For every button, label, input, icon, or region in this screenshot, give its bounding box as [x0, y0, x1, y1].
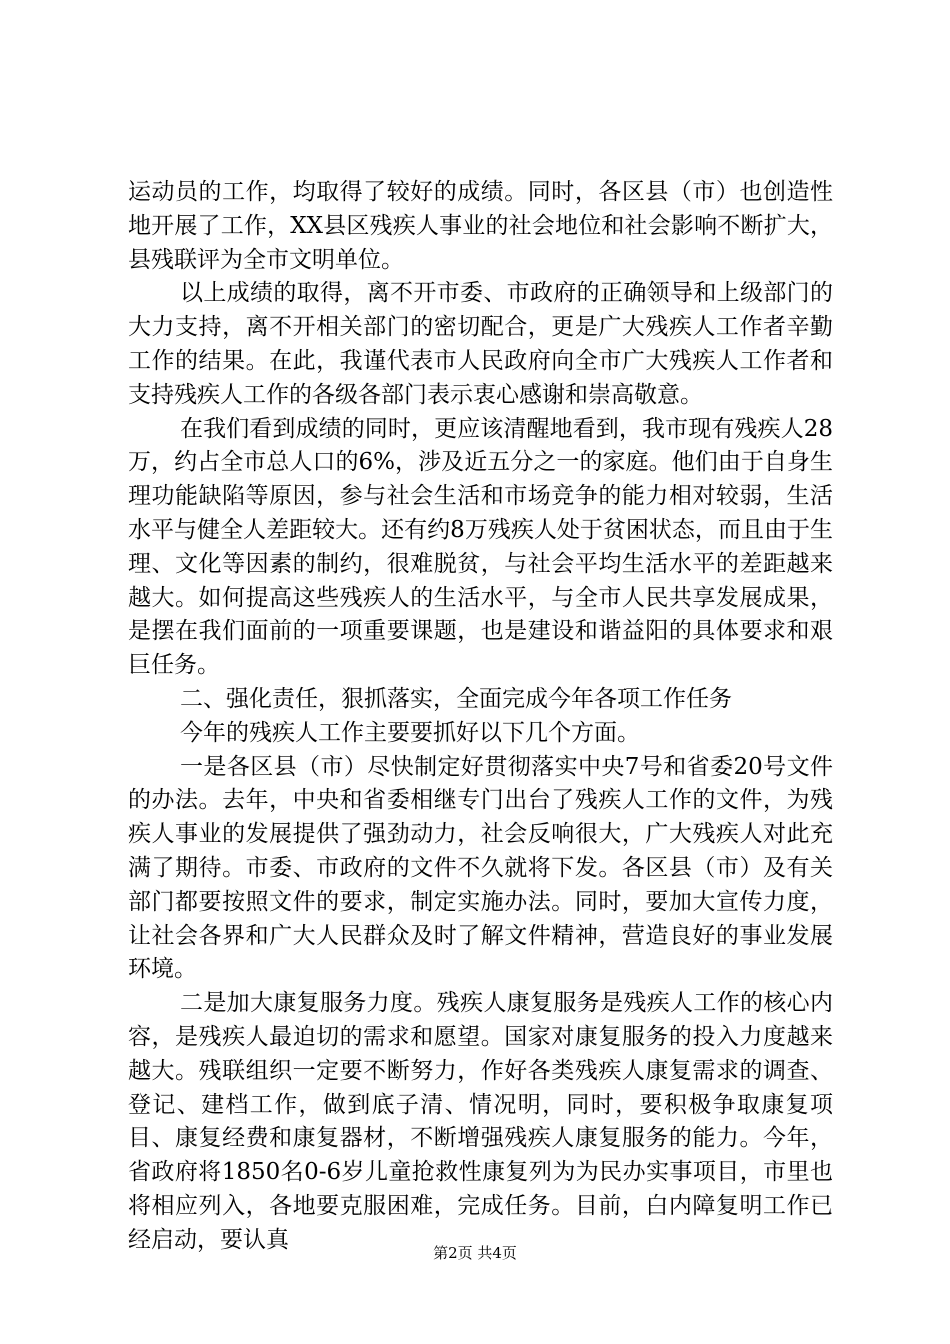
paragraph-1: 运动员的工作，均取得了较好的成绩。同时，各区县（市）也创造性地开展了工作，XX县区残疾人事业的社会地位和社会影响不断扩大，县残联评为全市文明单位。: [128, 179, 833, 273]
page-footer: 第2页 共4页: [433, 1244, 517, 1262]
paragraph-6: 一是各区县（市）尽快制定好贯彻落实中央7号和省委20号文件的办法。去年，中央和省委相继专门出台了残疾人工作的文件，为残疾人事业的发展提供了强劲动力，社会反响很大，广大残疾人对此充满了期待。市委、市政府的文件不久就将下发。各区县（市）及有关部门都要按照文件的要求，制定实施办法。同时，要加大宣传力度，让社会各界和广大人民群众及时了解文件精神，营造良好的事业发展环境。: [128, 753, 833, 983]
paragraph-5: 今年的残疾人工作主要要抓好以下几个方面。: [180, 719, 640, 746]
paragraph-3: 在我们看到成绩的同时，更应该清醒地看到，我市现有残疾人28万，约占全市总人口的6%，涉及近五分之一的家庭。他们由于自身生理功能缺陷等原因，参与社会生活和市场竞争的能力相对较弱，生活水平与健全人差距较大。还有约8万残疾人处于贫困状态，而且由于生理、文化等因素的制约，很难脱贫，与社会平均生活水平的差距越来越大。如何提高这些残疾人的生活水平，与全市人民共享发展成果，是摆在我们面前的一项重要课题，也是建设和谐益阳的具体要求和艰巨任务。: [128, 415, 833, 679]
paragraph-7: 二是加大康复服务力度。残疾人康复服务是残疾人工作的核心内容，是残疾人最迫切的需求和愿望。国家对康复服务的投入力度越来越大。残联组织一定要不断努力，作好各类残疾人康复需求的调查、登记、建档工作，做到底子清、情况明，同时，要积极争取康复项目、康复经费和康复器材，不断增强残疾人康复服务的能力。今年，省政府将1850名0-6岁儿童抢救性康复列为为民办实事项目，市里也将相应列入，各地要克服困难，完成任务。目前，白内障复明工作已经启动，要认真: [128, 990, 833, 1253]
document-body: [128, 176, 833, 1258]
paragraph-2: 以上成绩的取得，离不开市委、市政府的正确领导和上级部门的大力支持，离不开相关部门的密切配合，更是广大残疾人工作者辛勤工作的结果。在此，我谨代表市人民政府向全市广大残疾人工作者和支持残疾人工作的各级各部门表示衷心感谢和崇高敬意。: [128, 280, 833, 408]
section-heading: 二、强化责任，狠抓落实，全面完成今年各项工作任务: [180, 685, 732, 712]
